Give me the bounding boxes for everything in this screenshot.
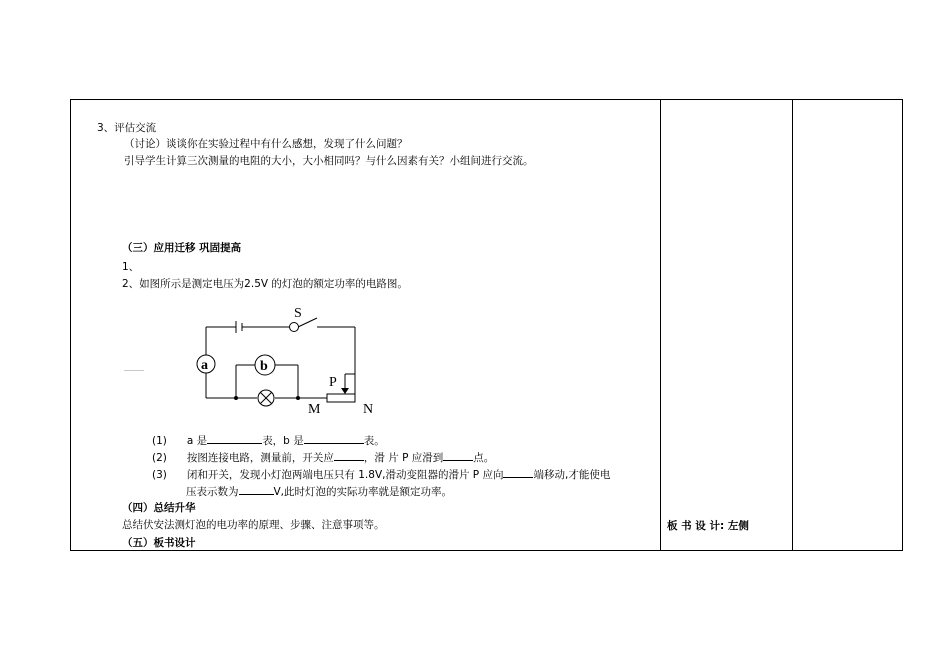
blank-field xyxy=(503,467,533,478)
section3-discussion: （讨论）谈谈你在实验过程中有什么感想，发现了什么问题？ xyxy=(124,138,408,150)
label-n: N xyxy=(363,402,374,417)
blank-field xyxy=(207,433,262,444)
board-heading: （五）板书设计 xyxy=(122,537,196,549)
summary-heading: （四）总结升华 xyxy=(122,502,196,514)
rheostat-body xyxy=(327,394,355,402)
label-m: M xyxy=(308,402,321,417)
switch-contact-icon xyxy=(290,323,299,332)
junction-dot xyxy=(234,396,238,400)
summary-text: 总结伏安法测灯泡的电功率的原理、步骤、注意事项等。 xyxy=(122,519,385,531)
label-a: a xyxy=(201,358,208,373)
label-b: b xyxy=(260,359,268,374)
blank-field xyxy=(443,450,473,461)
section3-guide: 引导学生计算三次测量的电阻的大小，大小相同吗？与什么因素有关？小组间进行交流。 xyxy=(124,155,534,167)
question-2: (2) 按图连接电路，测量前，开关应 ，滑 片 P 应滑到 点。 xyxy=(152,452,495,464)
blank-field xyxy=(239,484,274,495)
junction-dot xyxy=(296,396,300,400)
apply-item-2: 2、如图所示是测定电压为2.5V 的灯泡的额定功率的电路图。 xyxy=(122,278,408,290)
question-1: (1) a 是 表，b 是 表。 xyxy=(152,435,385,447)
slider-arrow-icon xyxy=(341,388,349,394)
question-3-continued: 压表示数为 V,此时灯泡的实际功率就是额定功率。 xyxy=(186,486,453,498)
blank-field xyxy=(304,433,364,444)
question-3: (3) 闭和开关，发现小灯泡两端电压只有 1.8V,滑动变阻器的滑片 P 应向 端移动,才能使电 xyxy=(152,469,611,481)
label-s: S xyxy=(294,306,302,321)
blank-field xyxy=(334,450,364,461)
apply-item-1: 1、 xyxy=(122,261,140,273)
board-design-note: 板 书 设 计: 左侧 xyxy=(667,520,749,532)
apply-heading: （三）应用迁移 巩固提高 xyxy=(122,242,242,254)
label-p: P xyxy=(329,375,337,390)
section3-heading: 3、评估交流 xyxy=(97,122,157,134)
